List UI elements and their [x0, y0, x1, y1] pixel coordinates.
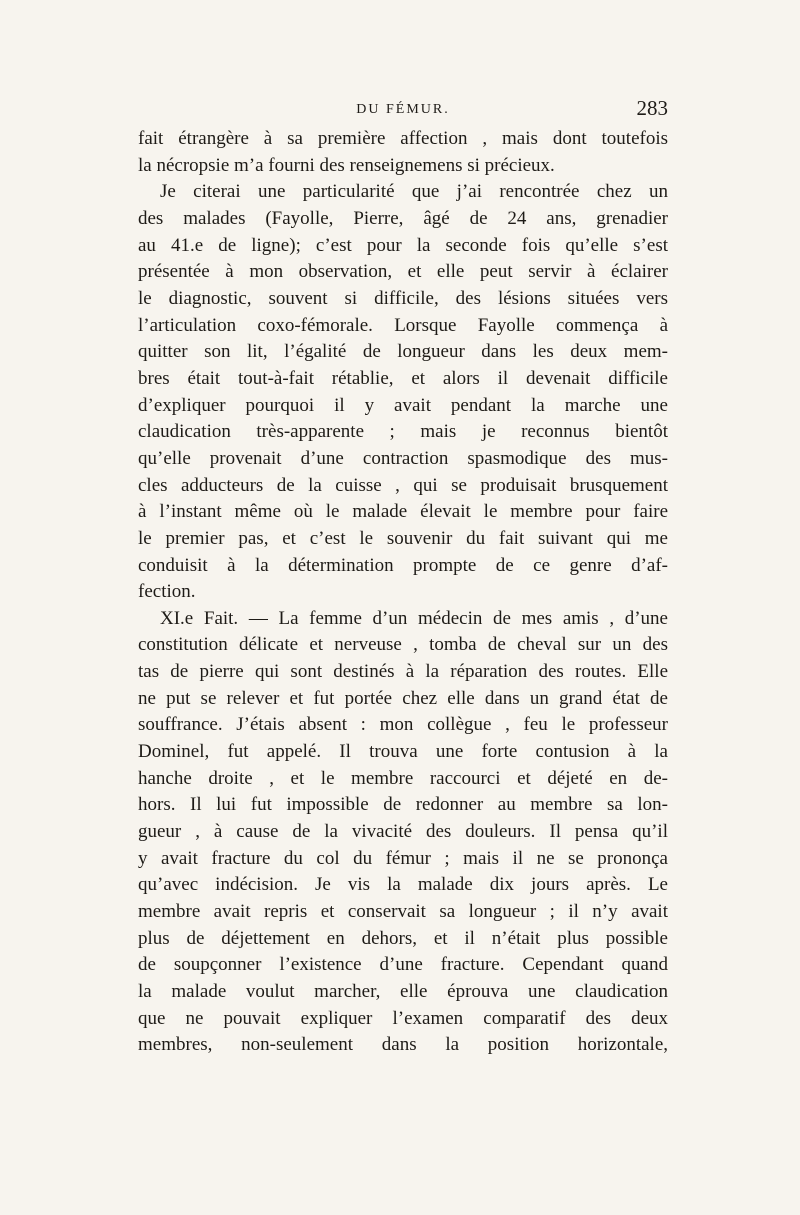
text-line: à l’instant même où le malade élevait le membre pour faire: [138, 501, 668, 523]
text-line: l’articulation coxo-fémorale. Lorsque Fayolle commença à: [138, 314, 668, 336]
text-line: fection.: [138, 581, 196, 603]
text-line: le premier pas, et c’est le souvenir du fait suivant qui me: [138, 527, 668, 549]
text-line: de soupçonner l’existence d’une fracture. Cependant quand: [138, 954, 668, 976]
text-line: tas de pierre qui sont destinés à la réparation des routes. Elle: [138, 661, 668, 683]
text-line: la nécropsie m’a fourni des renseignemens si précieux.: [138, 154, 555, 176]
text-line: qu’elle provenait d’une contraction spasmodique des mus-: [138, 447, 668, 469]
text-line: quitter son lit, l’égalité de longueur dans les deux mem-: [138, 341, 668, 363]
text-line: hanche droite , et le membre raccourci et déjeté en de-: [138, 767, 668, 789]
text-line: conduisit à la détermination prompte de ce genre d’af-: [138, 554, 668, 576]
text-line: y avait fracture du col du fémur ; mais il ne se prononça: [138, 847, 668, 869]
text-line: présentée à mon observation, et elle peut servir à éclairer: [138, 261, 668, 283]
text-line: le diagnostic, souvent si difficile, des lésions situées vers: [138, 287, 668, 309]
page-number: 283: [636, 96, 668, 120]
text-line: gueur , à cause de la vivacité des douleurs. Il pensa qu’il: [138, 821, 668, 843]
text-line: cles adducteurs de la cuisse , qui se produisait brusquement: [138, 474, 668, 496]
text-line: d’expliquer pourquoi il y avait pendant la marche une: [138, 394, 668, 416]
text-line: membre avait repris et conservait sa longueur ; il n’y avait: [138, 901, 668, 923]
text-line: la malade voulut marcher, elle éprouva une claudication: [138, 981, 668, 1002]
text-line: claudication très-apparente ; mais je reconnus bientôt: [138, 421, 668, 443]
text-line: Dominel, fut appelé. Il trouva une forte contusion à la: [138, 741, 668, 763]
text-line: au 41.e de ligne); c’est pour la seconde fois qu’elle s’est: [138, 234, 668, 256]
text-line: bres était tout-à-fait rétablie, et alors il devenait difficile: [138, 367, 668, 389]
page-header: [138, 94, 668, 124]
text-line: XI.e Fait. — La femme d’un médecin de mes amis , d’une: [160, 607, 668, 629]
text-line: hors. Il lui fut impossible de redonner au membre sa lon-: [138, 794, 668, 816]
text-line: que ne pouvait expliquer l’examen comparatif des deux: [138, 1007, 668, 1029]
running-head: DU FÉMUR.: [356, 102, 450, 117]
text-line: des malades (Fayolle, Pierre, âgé de 24 ans, grenadier: [138, 207, 668, 229]
text-line: plus de déjettement en dehors, et il n’était plus possible: [138, 927, 668, 949]
body-text: [138, 126, 668, 1059]
text-line: membres, non-seulement dans la position horizontale,: [138, 1034, 668, 1056]
text-line: ne put se relever et fut portée chez elle dans un grand état de: [138, 687, 668, 709]
text-line: fait étrangère à sa première affection , mais dont toutefois: [138, 128, 668, 149]
text-line: Je citerai une particularité que j’ai rencontrée chez un: [160, 181, 668, 203]
text-line: souffrance. J’étais absent : mon collègue , feu le professeur: [138, 714, 668, 736]
text-line: constitution délicate et nerveuse , tomba de cheval sur un des: [138, 634, 668, 656]
text-line: qu’avec indécision. Je vis la malade dix jours après. Le: [138, 874, 668, 896]
